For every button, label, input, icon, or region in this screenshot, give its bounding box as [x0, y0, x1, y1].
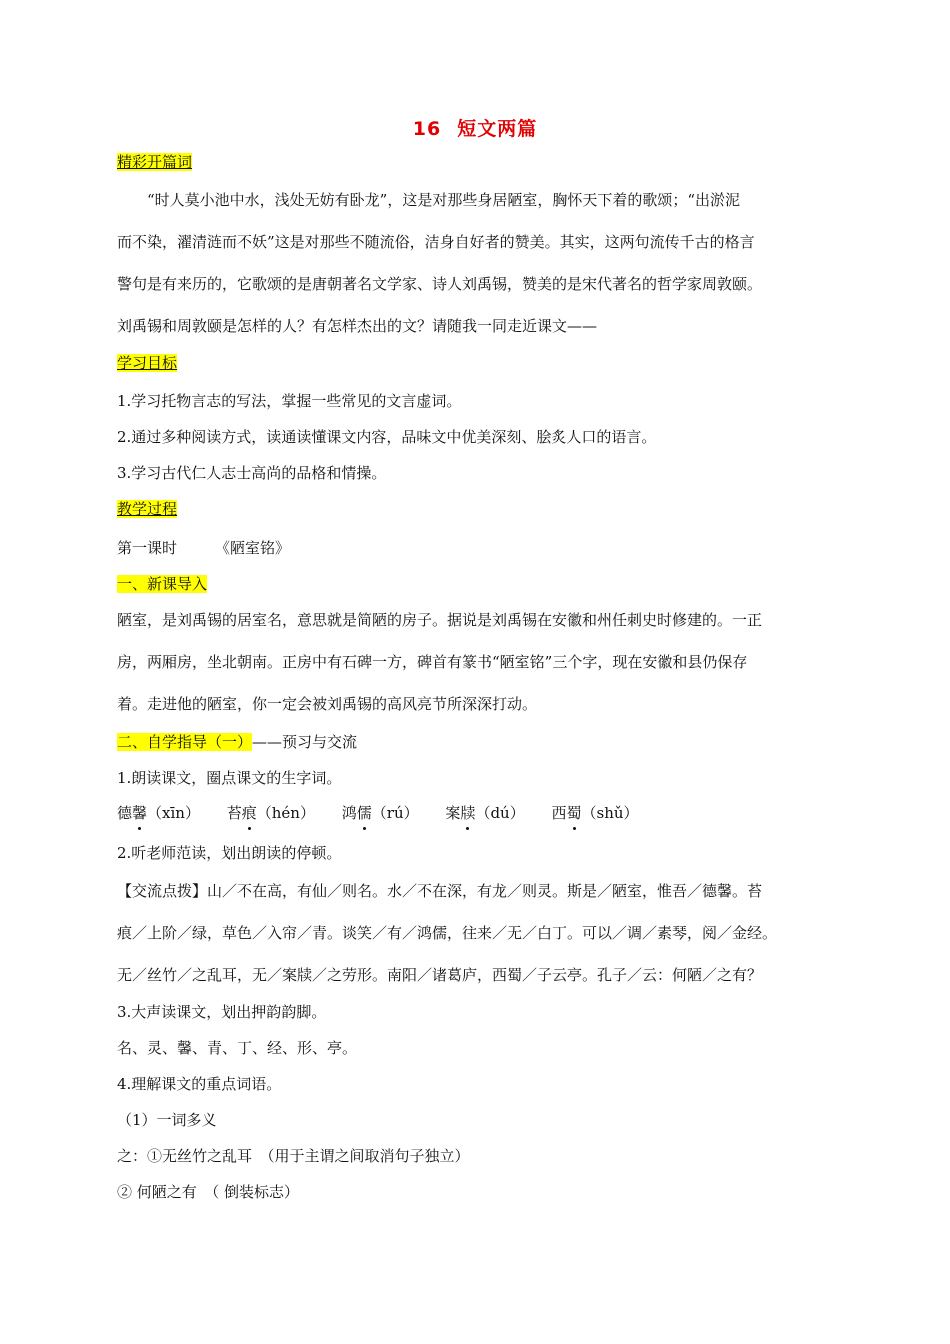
subheading-polysemy: （1）一词多义 [117, 1111, 217, 1129]
section-heading-process: 教学过程 [117, 500, 178, 518]
pause-marking-line-3: 无／丝竹／之乱耳，无／案牍／之劳形。南阳／诸葛庐，西蜀／子云亭。孔子／云：何陋／之有？ [117, 966, 763, 984]
intro-paragraph-line-1: “时人莫小池中水，浅处无妨有卧龙”，这是对那些身居陋室，胸怀天下着的歌颂；“出淤泥 [147, 191, 741, 209]
vocab-word: 案牍（dú） [445, 804, 525, 822]
step-2: 2.听老师范读，划出朗读的停顿。 [117, 844, 342, 862]
part1-paragraph-line-1: 陋室，是刘禹锡的居室名，意思就是简陋的房子。据说是刘禹锡在安徽和州任刺史时修建的。一正 [117, 611, 763, 629]
lesson-period: 第一课时 [117, 539, 178, 557]
lesson-period-line [117, 537, 290, 559]
intro-paragraph-line-4: 刘禹锡和周敦颐是怎样的人？有怎样杰出的文？请随我一同走近课文—— [117, 317, 598, 335]
vocab-word: 鸿儒（rú） [341, 804, 419, 822]
part1-paragraph-line-2: 房，两厢房，坐北朝南。正房中有石碑一方，碑首有篆书“陋室铭”三个字，现在安徽和县仍保存 [117, 653, 748, 671]
lesson-number: 16 [412, 118, 442, 140]
lesson-work-title: 《陋室铭》 [215, 539, 291, 557]
vocab-word: 苔痕（hén） [226, 804, 315, 822]
pause-marking-line-2: 痕／上阶／绿，草色／入帘／青。谈笑／有／鸿儒，往来／无／白丁。可以／调／素琴，阅／金经。 [117, 924, 778, 942]
vocab-word: 德馨（xīn） [117, 804, 200, 822]
rhyme-words: 名、灵、馨、青、丁、经、形、亭。 [117, 1039, 358, 1057]
section-heading-objectives: 学习目标 [117, 354, 178, 372]
intro-paragraph-line-3: 警句是有来历的，它歌颂的是唐朝著名文学家、诗人刘禹锡，赞美的是宋代著名的哲学家周敦颐。 [117, 275, 763, 293]
part2-subtitle: ——预习与交流 [252, 733, 358, 751]
vocab-word: 西蜀（shǔ） [551, 804, 639, 822]
objective-item: 1.学习托物言志的写法，掌握一些常见的文言虚词。 [117, 392, 462, 410]
objective-item: 3.学习古代仁人志士高尚的品格和情操。 [117, 464, 387, 482]
part1-heading: 一、新课导入 [117, 575, 208, 593]
lesson-title: 短文两篇 [457, 118, 538, 140]
pause-marking-line-1: 【交流点拨】山／不在高，有仙／则名。水／不在深，有龙／则灵。斯是／陋室，惟吾／德馨。苔 [117, 882, 763, 900]
part1-paragraph-line-3: 着。走进他的陋室，你一定会被刘禹锡的高风亮节所深深打动。 [117, 695, 538, 713]
page-title [0, 114, 950, 141]
step-3: 3.大声读课文，划出押韵韵脚。 [117, 1003, 327, 1021]
vocabulary-list [117, 802, 639, 824]
intro-paragraph-line-2: 而不染，濯清涟而不妖”这是对那些不随流俗，洁身自好者的赞美。其实，这两句流传千古的格言 [117, 233, 755, 251]
step-4: 4.理解课文的重点词语。 [117, 1075, 282, 1093]
part2-heading: 二、自学指导（一）——预习与交流 [117, 733, 358, 751]
word-meaning-2: ② 何陋之有 （ 倒装标志） [117, 1183, 300, 1201]
section-heading-opening: 精彩开篇词 [117, 153, 193, 171]
word-meaning-1: 之：①无丝竹之乱耳 （用于主谓之间取消句子独立） [117, 1147, 470, 1165]
objective-item: 2.通过多种阅读方式，读通读懂课文内容，品味文中优美深刻、脍炙人口的语言。 [117, 428, 657, 446]
step-1: 1.朗读课文，圈点课文的生字词。 [117, 769, 342, 787]
